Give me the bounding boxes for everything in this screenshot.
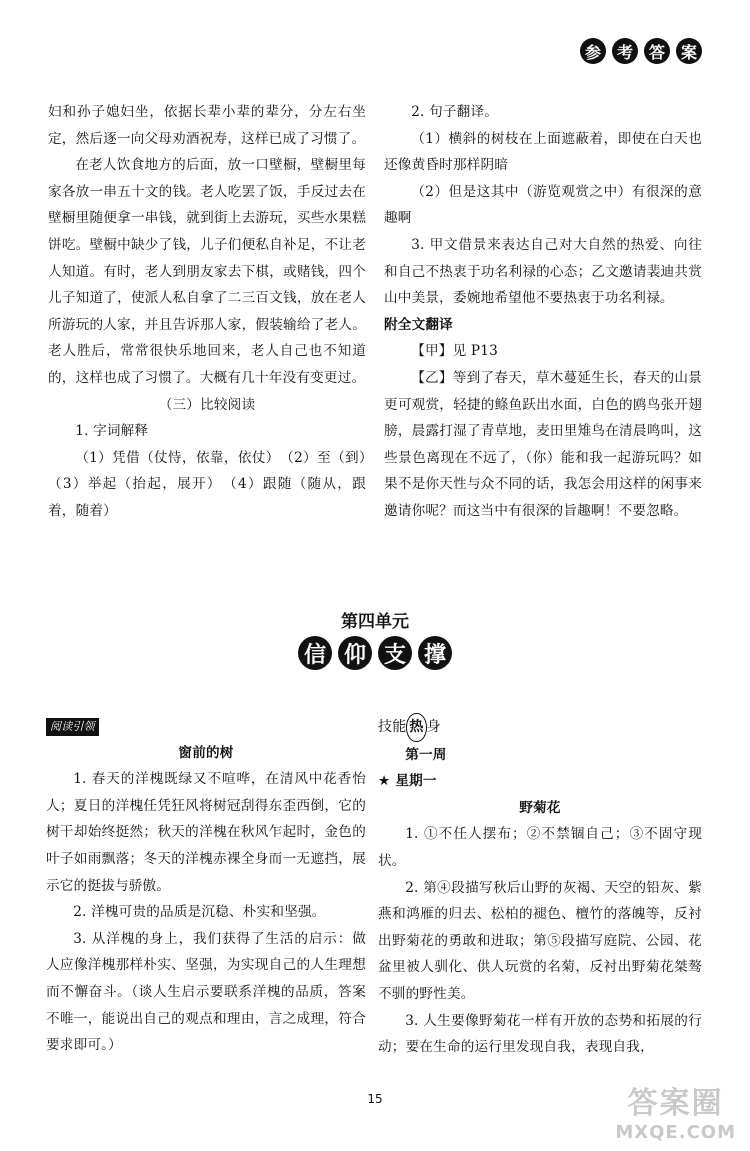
- watermark-line1: 答案圈: [627, 1086, 724, 1121]
- section-heading: （三）比较阅读: [158, 396, 256, 413]
- article-title: 野菊花: [519, 799, 561, 816]
- question-heading: 1. 字词解释: [75, 423, 149, 440]
- paragraph: 【甲】见 P13: [411, 343, 498, 360]
- paragraph: 3. 人生要像野菊花一样有开放的态势和拓展的行动；要在生命的运行里发现自我，表现自我，: [378, 1012, 702, 1056]
- day-label: 星期一: [395, 773, 437, 790]
- unit-title-char: 信: [298, 636, 332, 670]
- paragraph: 3. 从洋槐的身上，我们获得了生活的启示：做人应像洋槐那样朴实、坚强，为实现自己的人生理想而不懈奋斗。（谈人生启示要联系洋槐的品质，答案不唯一，能说出自己的观点和理由，言之成理，符合要求即可。）: [46, 930, 366, 1054]
- skill-highlight: 热: [406, 713, 426, 742]
- right-bottom-column: [378, 713, 702, 1061]
- day-heading: [378, 768, 702, 795]
- skill-suffix: 身: [426, 719, 441, 735]
- skill-prefix: 技能: [378, 719, 407, 735]
- watermark: [615, 1078, 736, 1143]
- paragraph: 妇和孙子媳妇坐，依据长辈小辈的辈分，分左右坐定，然后逐一向父母劝酒祝寿，这样已成了习惯了。: [48, 104, 366, 147]
- unit-title-char: 支: [378, 636, 412, 670]
- unit-title-char: 仰: [338, 636, 372, 670]
- unit-title-block: [0, 607, 750, 670]
- paragraph: （1）横斜的树枝在上面遮蔽着，即使在白天也还像黄昏时那样阴暗: [384, 130, 702, 174]
- paragraph: 1. ①不任人摆布；②不禁锢自己；③不固守现状。: [378, 826, 702, 869]
- header-char: 考: [612, 38, 638, 64]
- unit-number: 第四单元: [341, 612, 409, 632]
- right-top-column: [384, 99, 702, 525]
- skill-warmup-heading: [378, 713, 702, 742]
- header-char: 答: [644, 38, 670, 64]
- week-heading: 第一周: [405, 746, 447, 763]
- answer-header-badge: [580, 38, 702, 64]
- translation-heading: 附全文翻译: [384, 316, 453, 333]
- article-title: 窗前的树: [178, 744, 234, 761]
- paragraph: 在老人饮食地方的后面，放一口壁橱，壁橱里每家各放一串五十文的钱。老人吃罢了饭，手反过去在壁橱里随便拿一串钱，就到街上去游玩，买些水果糕饼吃。壁橱中缺少了钱，儿子们便私自补足，不让老人知道。有时，老人到朋友家去下棋，或赌钱，四个儿子知道了，使派人私自拿了二三百文钱，放在老人所游玩的人家，并且告诉那人家，假装输给了老人。老人胜后，常常很快乐地回来，老人自己也不知道的，这样也成了习惯了。大概有几十年没有变更过。: [48, 157, 366, 386]
- left-top-column: [48, 99, 380, 525]
- paragraph: 1. 春天的洋槐既绿又不喧哗，在清风中花香怡人；夏日的洋槐任凭狂风将树冠刮得东歪西倒，它的树干却始终挺然；秋天的洋槐在秋风乍起时，金色的叶子如雨飘落；冬天的洋槐赤裸全身而一无遮挡，展示它的挺拔与骄傲。: [46, 771, 366, 894]
- paragraph: 2. 第④段描写秋后山野的灰褐、天空的铅灰、紫燕和鸿雁的归去、松柏的褪色、檀竹的落魄等，反衬出野菊花的勇敢和进取；第⑤段描写庭院、公园、花盆里被人驯化、供人玩赏的名菊，反衬出野菊花桀骜不驯的野性美。: [378, 879, 702, 1002]
- header-char: 参: [580, 38, 606, 64]
- paragraph: 3. 甲文借景来表达自己对大自然的热爱、向往和自己不热衷于功名利禄的心态；乙文邀请裴迪共赏山中美景，委婉地希望他不要热衷于功名利禄。: [384, 236, 702, 307]
- unit-title-char: 撑: [418, 636, 452, 670]
- left-bottom-column: [46, 713, 366, 1059]
- star-icon: ★: [378, 773, 396, 790]
- paragraph: 2. 洋槐可贵的品质是沉稳、朴实和坚强。: [73, 904, 326, 921]
- question-heading: 2. 句子翻译。: [411, 104, 499, 120]
- header-char: 案: [676, 38, 702, 64]
- paragraph: （2）但是这其中（游览观赏之中）有很深的意趣啊: [384, 183, 702, 227]
- reading-guide-tag: 阅读引领: [46, 718, 99, 736]
- paragraph: （1）凭借（仗恃，依靠，依仗） （2）至（到） （3）举起（抬起，展开） （4）跟随（随从，跟着，随着）: [48, 449, 380, 519]
- paragraph: 【乙】等到了春天，草木蔓延生长，春天的山景更可观赏，轻捷的鲦鱼跃出水面，白色的鸥鸟张开翅膀，晨露打湿了青草地，麦田里雉鸟在清晨鸣叫，这些景色离现在不远了，（你）能和我一起游玩吗？如果不是你天性与众不同的话，我怎会用这样的闲事来邀请你呢？而这当中有很深的旨趣啊！不要忽略。: [384, 369, 702, 519]
- watermark-line2: MXQE.COM: [615, 1122, 736, 1143]
- unit-title: [298, 636, 452, 670]
- page-number: 15: [367, 1092, 383, 1106]
